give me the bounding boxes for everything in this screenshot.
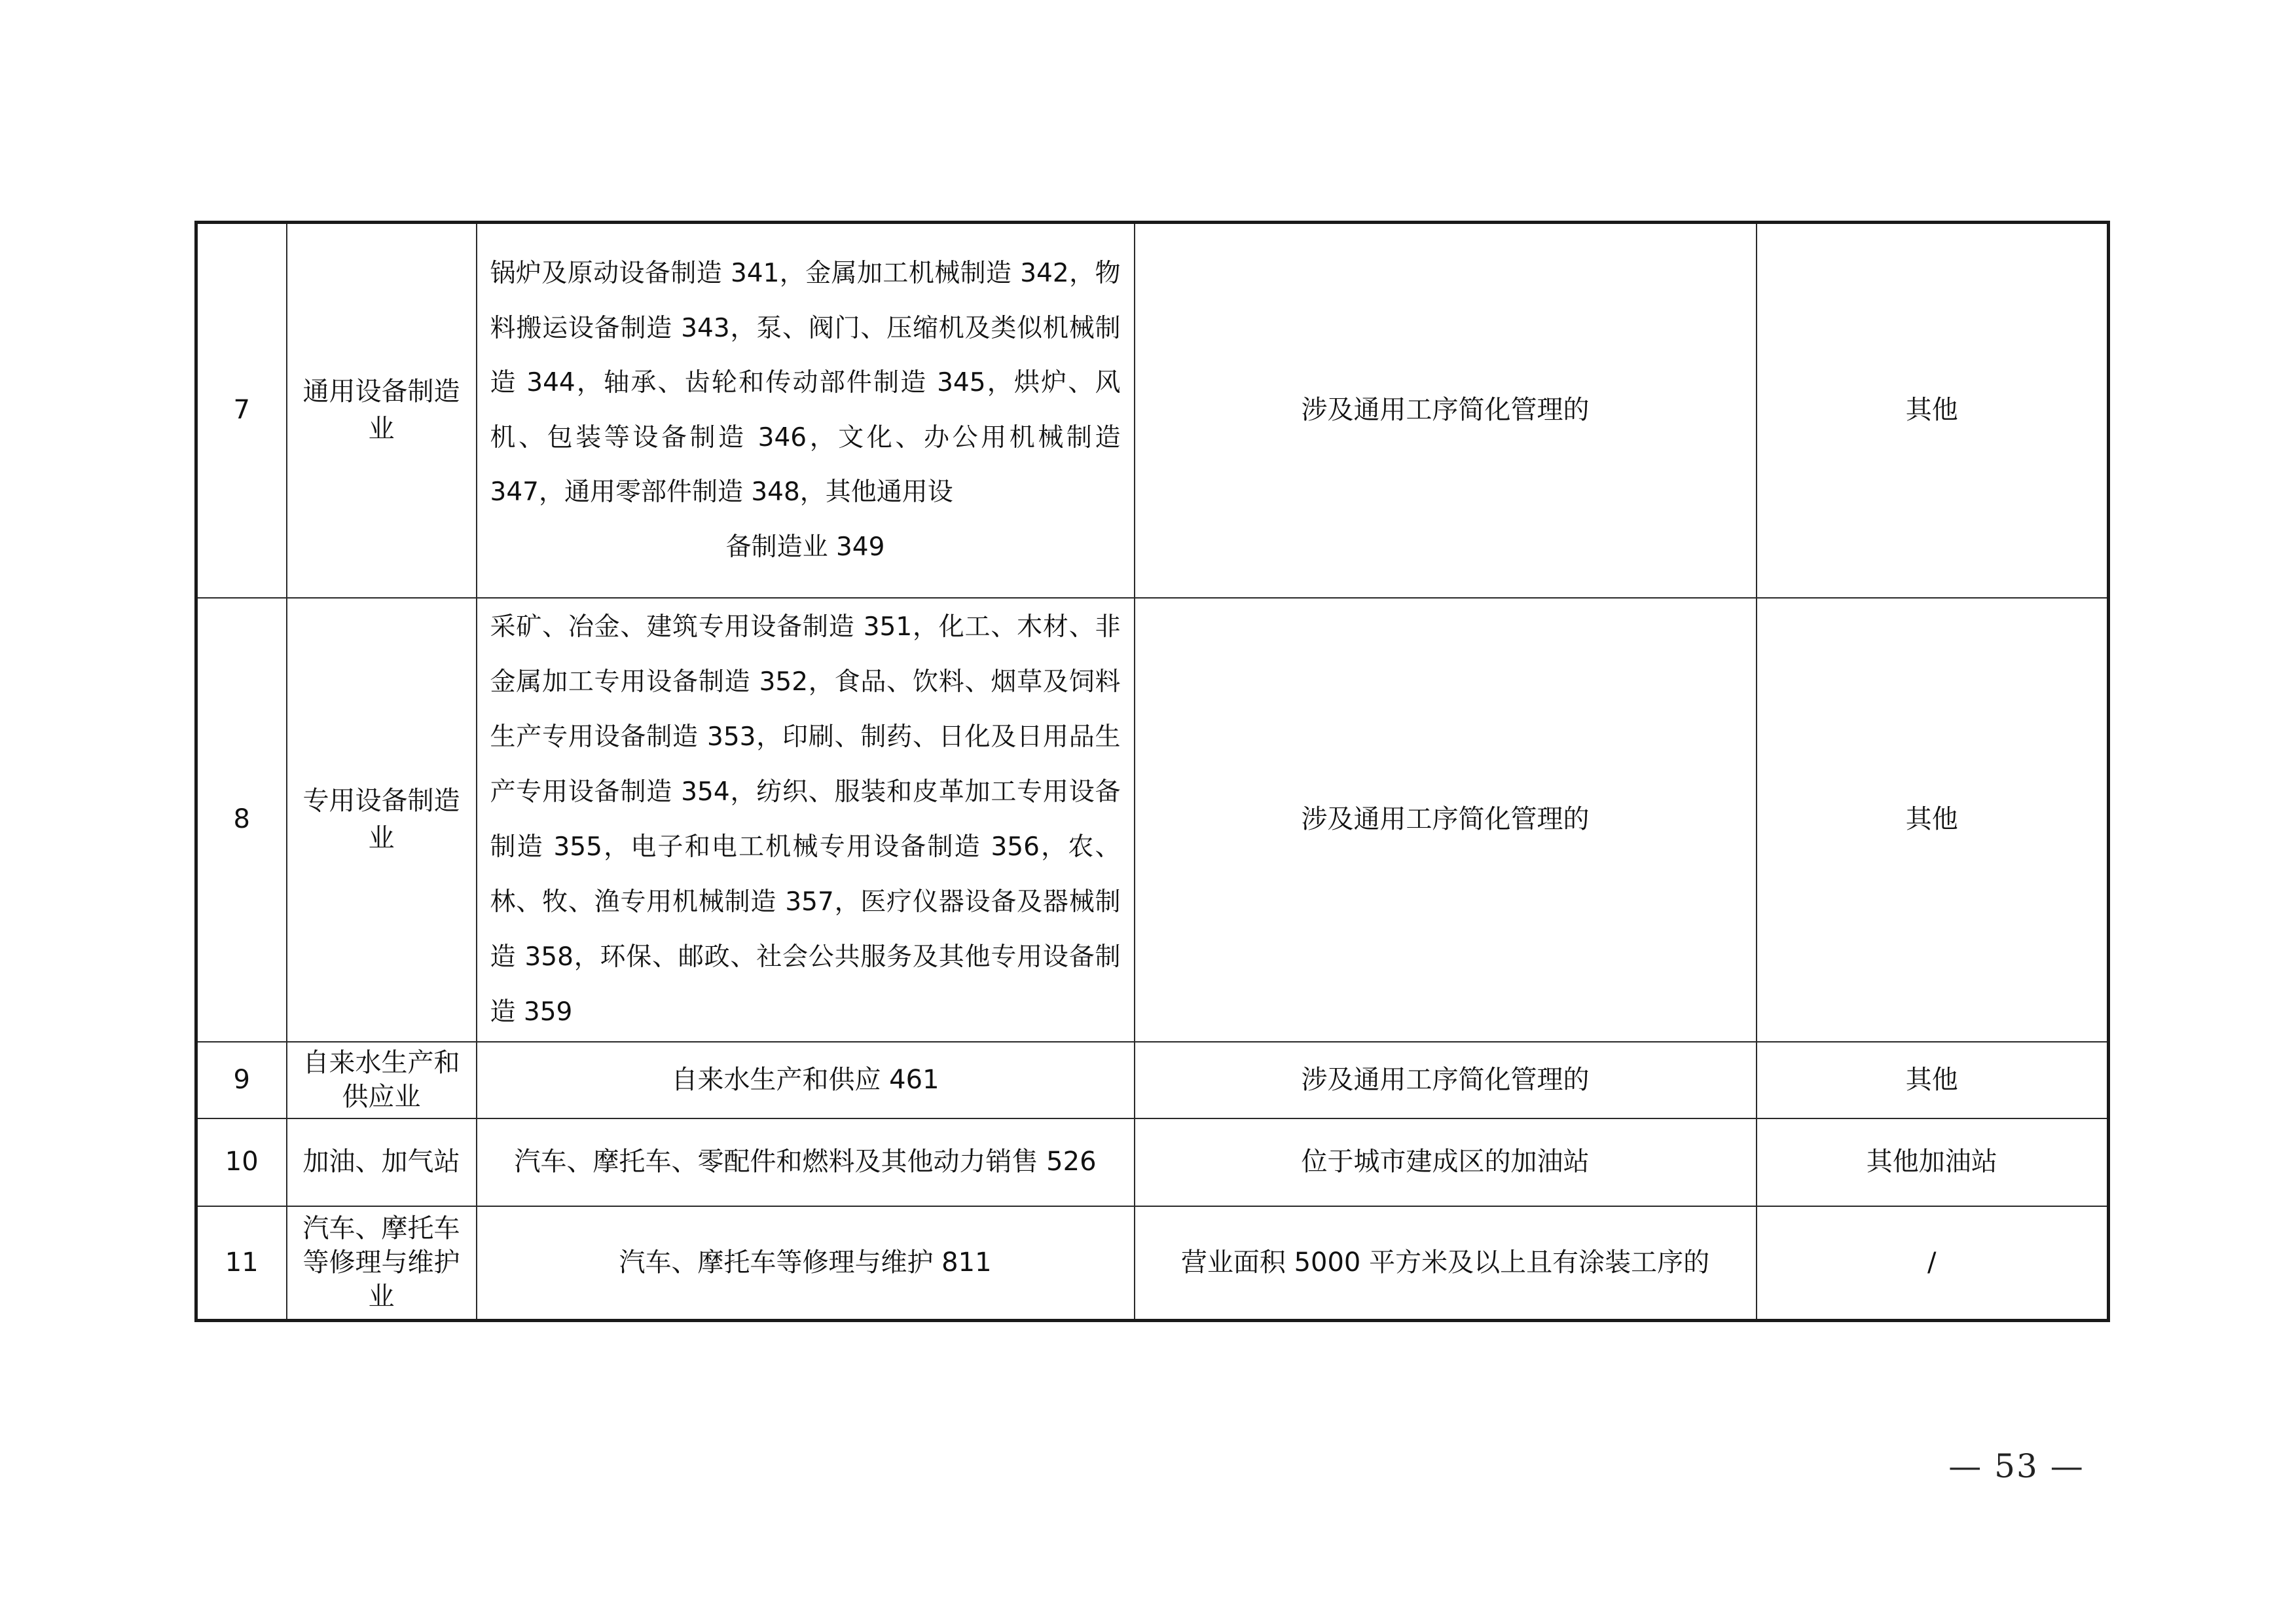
- row-number: 10: [196, 1118, 287, 1206]
- industry-codes-text: 锅炉及原动设备制造 341，金属加工机械制造 342，物料搬运设备制造 343，泵、阀门、压缩机及类似机械制造 344，轴承、齿轮和传动部件制造 345，烘炉、风机、包装等设备制造 346，文化、办公用机械制造 347，通用零部件制造 348，其他通用设: [490, 259, 1121, 507]
- table-row: [196, 1118, 2109, 1206]
- management-scope: 涉及通用工序简化管理的: [1135, 598, 1757, 1042]
- permit-classification-table: [194, 221, 2110, 1322]
- industry-name: 汽车、摩托车等修理与维护业: [287, 1206, 477, 1321]
- industry-name: 加油、加气站: [287, 1118, 477, 1206]
- industry-codes: [477, 223, 1135, 598]
- page-number: — 53 —: [1948, 1447, 2085, 1485]
- management-scope: 涉及通用工序简化管理的: [1135, 223, 1757, 598]
- industry-codes-text: 采矿、冶金、建筑专用设备制造 351，化工、木材、非金属加工专用设备制造 352，食品、饮料、烟草及饲料生产专用设备制造 353，印刷、制药、日化及日用品生产专用设备制造 354，纺织、服装和皮革加工专用设备制造 355，电子和电工机械专用设备制造 356，农、林、牧、渔专用机械制造 357，医疗仪器设备及器械制造 358，环保、邮政、社会公共服务及其他专用设备制造 359: [490, 612, 1121, 1027]
- table-row: [196, 223, 2109, 598]
- industry-codes: 自来水生产和供应 461: [477, 1042, 1135, 1118]
- row-number: 8: [196, 598, 287, 1042]
- management-category: /: [1757, 1206, 2109, 1321]
- row-number: 7: [196, 223, 287, 598]
- management-scope: 涉及通用工序简化管理的: [1135, 1042, 1757, 1118]
- management-category: 其他: [1757, 223, 2109, 598]
- table-row: [196, 1206, 2109, 1321]
- industry-name: 通用设备制造业: [287, 223, 477, 598]
- management-scope: 营业面积 5000 平方米及以上且有涂装工序的: [1135, 1206, 1757, 1321]
- row-number: 11: [196, 1206, 287, 1321]
- row-number: 9: [196, 1042, 287, 1118]
- industry-codes-last-line: 备制造业 349: [725, 532, 885, 562]
- industry-codes: 汽车、摩托车等修理与维护 811: [477, 1206, 1135, 1321]
- industry-codes: [477, 598, 1135, 1042]
- management-category: 其他: [1757, 1042, 2109, 1118]
- management-category: 其他: [1757, 598, 2109, 1042]
- management-scope: 位于城市建成区的加油站: [1135, 1118, 1757, 1206]
- industry-name: 专用设备制造业: [287, 598, 477, 1042]
- management-category: 其他加油站: [1757, 1118, 2109, 1206]
- industry-name: 自来水生产和供应业: [287, 1042, 477, 1118]
- table-row: [196, 1042, 2109, 1118]
- industry-codes: 汽车、摩托车、零配件和燃料及其他动力销售 526: [477, 1118, 1135, 1206]
- table-row: [196, 598, 2109, 1042]
